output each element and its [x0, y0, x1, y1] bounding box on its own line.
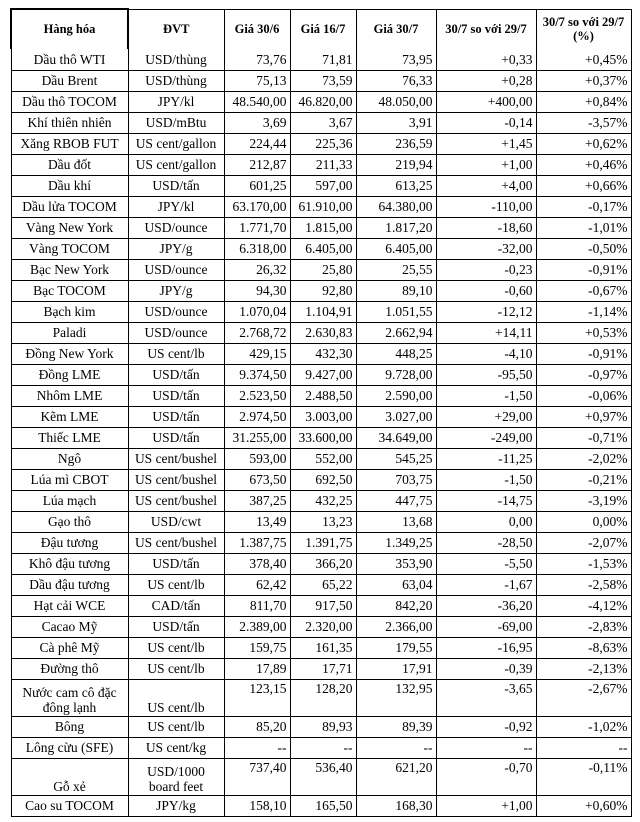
table-row	[11, 679, 631, 716]
unit: US cent/bushel	[128, 490, 224, 511]
change-vs-29-7: -0,70	[436, 758, 536, 795]
change-vs-29-7: -28,50	[436, 532, 536, 553]
change-vs-29-7: +1,45	[436, 133, 536, 154]
price-30-7: 1.817,20	[356, 217, 436, 238]
price-30-7: 17,91	[356, 658, 436, 679]
price-30-7: 448,25	[356, 343, 436, 364]
price-30-7: 73,95	[356, 49, 436, 70]
table-row	[11, 553, 631, 574]
table-row	[11, 385, 631, 406]
price-16-7: 1.391,75	[290, 532, 356, 553]
change-pct-vs-29-7: +0,60%	[536, 795, 631, 816]
price-16-7: 73,59	[290, 70, 356, 91]
col-header-change-vs-29-7	[436, 9, 536, 49]
table-row	[11, 133, 631, 154]
price-16-7: 2.630,83	[290, 322, 356, 343]
price-30-7: 13,68	[356, 511, 436, 532]
price-30-6: 13,49	[224, 511, 290, 532]
unit: JPY/g	[128, 238, 224, 259]
commodity-name: Cao su TOCOM	[11, 795, 128, 816]
unit: USD/cwt	[128, 511, 224, 532]
price-30-6: 123,15	[224, 679, 290, 716]
commodity-name: Dầu lửa TOCOM	[11, 196, 128, 217]
commodity-name: Đồng New York	[11, 343, 128, 364]
change-pct-vs-29-7: -2,67%	[536, 679, 631, 716]
commodity-name: Đậu tương	[11, 532, 128, 553]
unit: JPY/kl	[128, 91, 224, 112]
change-pct-vs-29-7: -1,01%	[536, 217, 631, 238]
price-16-7: 17,71	[290, 658, 356, 679]
change-vs-29-7: +1,00	[436, 154, 536, 175]
unit: JPY/kl	[128, 196, 224, 217]
change-vs-29-7: -12,12	[436, 301, 536, 322]
unit: USD/tấn	[128, 553, 224, 574]
table-row	[11, 795, 631, 816]
price-30-6: 75,13	[224, 70, 290, 91]
commodity-name: Bạch kim	[11, 301, 128, 322]
price-30-6: 593,00	[224, 448, 290, 469]
price-30-7: 34.649,00	[356, 427, 436, 448]
change-vs-29-7: +400,00	[436, 91, 536, 112]
price-16-7: 61.910,00	[290, 196, 356, 217]
commodity-name: Vàng New York	[11, 217, 128, 238]
price-30-6: 85,20	[224, 716, 290, 737]
change-vs-29-7: +1,00	[436, 795, 536, 816]
unit: USD/tấn	[128, 364, 224, 385]
change-pct-vs-29-7: -3,19%	[536, 490, 631, 511]
table-row	[11, 196, 631, 217]
change-pct-vs-29-7: +0,45%	[536, 49, 631, 70]
commodity-name: Nước cam cô đặc đông lạnh	[11, 679, 128, 716]
price-30-7: 168,30	[356, 795, 436, 816]
price-16-7: 1.104,91	[290, 301, 356, 322]
price-30-6: 2.974,50	[224, 406, 290, 427]
change-pct-vs-29-7: -2,07%	[536, 532, 631, 553]
commodity-name: Gỗ xẻ	[11, 758, 128, 795]
price-30-7: 613,25	[356, 175, 436, 196]
price-30-6: 6.318,00	[224, 238, 290, 259]
col-header-commodity: Hàng hóa	[11, 9, 128, 49]
price-16-7: 432,25	[290, 490, 356, 511]
price-30-6: 159,75	[224, 637, 290, 658]
price-16-7: 597,00	[290, 175, 356, 196]
change-vs-29-7: -0,14	[436, 112, 536, 133]
table-body	[11, 49, 631, 816]
change-vs-29-7: +14,11	[436, 322, 536, 343]
table-row	[11, 658, 631, 679]
change-pct-vs-29-7: -1,14%	[536, 301, 631, 322]
price-30-7: 6.405,00	[356, 238, 436, 259]
price-16-7: 6.405,00	[290, 238, 356, 259]
col-header-price-30-6: Giá 30/6	[224, 9, 290, 49]
commodity-name: Ngô	[11, 448, 128, 469]
price-30-7: 48.050,00	[356, 91, 436, 112]
change-pct-vs-29-7: -2,83%	[536, 616, 631, 637]
price-16-7: 3,67	[290, 112, 356, 133]
change-vs-29-7: -0,92	[436, 716, 536, 737]
change-pct-vs-29-7: +0,53%	[536, 322, 631, 343]
change-pct-vs-29-7: +0,62%	[536, 133, 631, 154]
commodity-name: Paladi	[11, 322, 128, 343]
price-30-7: 132,95	[356, 679, 436, 716]
change-vs-29-7: -18,60	[436, 217, 536, 238]
table-row	[11, 70, 631, 91]
table-row	[11, 716, 631, 737]
price-16-7: 225,36	[290, 133, 356, 154]
change-pct-vs-29-7: -0,21%	[536, 469, 631, 490]
col-header-change-pct-vs-29-7	[536, 9, 631, 49]
change-pct-vs-29-7: -4,12%	[536, 595, 631, 616]
price-16-7: 65,22	[290, 574, 356, 595]
change-pct-vs-29-7: -0,71%	[536, 427, 631, 448]
commodity-name: Gạo thô	[11, 511, 128, 532]
commodity-name: Dầu đốt	[11, 154, 128, 175]
price-30-7: 842,20	[356, 595, 436, 616]
header-change-pct-label: 30/7 so với 29/7	[542, 14, 625, 29]
unit: US cent/gallon	[128, 133, 224, 154]
change-vs-29-7: -95,50	[436, 364, 536, 385]
commodity-name: Khô đậu tương	[11, 553, 128, 574]
price-30-7: --	[356, 737, 436, 758]
price-30-7: 703,75	[356, 469, 436, 490]
table-row	[11, 175, 631, 196]
price-30-6: --	[224, 737, 290, 758]
price-30-7: 2.590,00	[356, 385, 436, 406]
unit: USD/tấn	[128, 385, 224, 406]
price-30-7: 76,33	[356, 70, 436, 91]
header-change-label: 30/7 so với 29/7	[445, 22, 527, 37]
unit: US cent/lb	[128, 574, 224, 595]
change-pct-vs-29-7: -0,50%	[536, 238, 631, 259]
change-pct-vs-29-7: -2,02%	[536, 448, 631, 469]
unit: USD/ounce	[128, 217, 224, 238]
unit: US cent/bushel	[128, 532, 224, 553]
price-30-6: 48.540,00	[224, 91, 290, 112]
change-vs-29-7: 0,00	[436, 511, 536, 532]
change-pct-vs-29-7: +0,37%	[536, 70, 631, 91]
unit: USD/tấn	[128, 406, 224, 427]
change-pct-vs-29-7: 0,00%	[536, 511, 631, 532]
price-30-7: 64.380,00	[356, 196, 436, 217]
price-30-7: 545,25	[356, 448, 436, 469]
change-vs-29-7: -0,23	[436, 259, 536, 280]
unit: USD/1000 board feet	[128, 758, 224, 795]
unit: US cent/bushel	[128, 469, 224, 490]
table-header	[11, 9, 631, 49]
commodity-name: Cacao Mỹ	[11, 616, 128, 637]
change-pct-vs-29-7: -0,97%	[536, 364, 631, 385]
unit: US cent/lb	[128, 658, 224, 679]
price-30-6: 158,10	[224, 795, 290, 816]
unit: US cent/kg	[128, 737, 224, 758]
price-30-6: 63.170,00	[224, 196, 290, 217]
commodity-name: Kẽm LME	[11, 406, 128, 427]
price-16-7: 3.003,00	[290, 406, 356, 427]
table-row	[11, 112, 631, 133]
unit: USD/thùng	[128, 49, 224, 70]
price-30-6: 737,40	[224, 758, 290, 795]
unit: USD/ounce	[128, 322, 224, 343]
price-30-7: 89,10	[356, 280, 436, 301]
change-vs-29-7: +29,00	[436, 406, 536, 427]
price-30-6: 94,30	[224, 280, 290, 301]
unit: USD/tấn	[128, 175, 224, 196]
table-row	[11, 406, 631, 427]
change-vs-29-7: -0,39	[436, 658, 536, 679]
col-header-price-30-7: Giá 30/7	[356, 9, 436, 49]
price-30-7: 219,94	[356, 154, 436, 175]
price-30-6: 811,70	[224, 595, 290, 616]
unit: USD/mBtu	[128, 112, 224, 133]
price-16-7: 552,00	[290, 448, 356, 469]
change-pct-vs-29-7: +0,66%	[536, 175, 631, 196]
change-pct-vs-29-7: -3,57%	[536, 112, 631, 133]
price-16-7: 46.820,00	[290, 91, 356, 112]
change-vs-29-7: +0,28	[436, 70, 536, 91]
unit: USD/thùng	[128, 70, 224, 91]
price-30-6: 224,44	[224, 133, 290, 154]
change-pct-vs-29-7: -0,67%	[536, 280, 631, 301]
price-30-7: 447,75	[356, 490, 436, 511]
commodity-name: Dầu thô TOCOM	[11, 91, 128, 112]
unit: USD/tấn	[128, 427, 224, 448]
table-row	[11, 154, 631, 175]
commodity-name: Hạt cải WCE	[11, 595, 128, 616]
commodity-name: Bạc New York	[11, 259, 128, 280]
unit: US cent/lb	[128, 716, 224, 737]
price-30-6: 73,76	[224, 49, 290, 70]
price-30-6: 601,25	[224, 175, 290, 196]
price-16-7: 25,80	[290, 259, 356, 280]
change-vs-29-7: --	[436, 737, 536, 758]
price-16-7: 2.320,00	[290, 616, 356, 637]
price-16-7: 536,40	[290, 758, 356, 795]
price-16-7: 1.815,00	[290, 217, 356, 238]
table-row	[11, 469, 631, 490]
table-row	[11, 490, 631, 511]
price-30-7: 1.051,55	[356, 301, 436, 322]
unit: USD/ounce	[128, 259, 224, 280]
commodity-name: Nhôm LME	[11, 385, 128, 406]
commodity-name: Dầu thô WTI	[11, 49, 128, 70]
price-16-7: 2.488,50	[290, 385, 356, 406]
price-30-6: 17,89	[224, 658, 290, 679]
price-16-7: 161,35	[290, 637, 356, 658]
change-pct-vs-29-7: +0,46%	[536, 154, 631, 175]
commodity-name: Dầu đậu tương	[11, 574, 128, 595]
price-30-6: 378,40	[224, 553, 290, 574]
table-row	[11, 238, 631, 259]
unit: US cent/lb	[128, 343, 224, 364]
change-vs-29-7: +4,00	[436, 175, 536, 196]
change-vs-29-7: -1,50	[436, 469, 536, 490]
header-change-pct-unit: (%)	[573, 29, 594, 44]
change-pct-vs-29-7: +0,97%	[536, 406, 631, 427]
price-16-7: 128,20	[290, 679, 356, 716]
price-16-7: 432,30	[290, 343, 356, 364]
unit: JPY/kg	[128, 795, 224, 816]
change-pct-vs-29-7: -0,17%	[536, 196, 631, 217]
change-pct-vs-29-7: +0,84%	[536, 91, 631, 112]
price-16-7: 89,93	[290, 716, 356, 737]
table-row	[11, 217, 631, 238]
table-row	[11, 616, 631, 637]
change-pct-vs-29-7: -1,02%	[536, 716, 631, 737]
commodity-name: Đồng LME	[11, 364, 128, 385]
table-row	[11, 280, 631, 301]
price-16-7: 165,50	[290, 795, 356, 816]
commodity-name: Dầu khí	[11, 175, 128, 196]
table-row	[11, 427, 631, 448]
change-vs-29-7: -110,00	[436, 196, 536, 217]
change-vs-29-7: -4,10	[436, 343, 536, 364]
table-row	[11, 758, 631, 795]
table-row	[11, 574, 631, 595]
change-pct-vs-29-7: --	[536, 737, 631, 758]
col-header-unit: ĐVT	[128, 9, 224, 49]
table-row	[11, 595, 631, 616]
change-vs-29-7: -3,65	[436, 679, 536, 716]
table-row	[11, 737, 631, 758]
change-vs-29-7: -1,67	[436, 574, 536, 595]
change-pct-vs-29-7: -1,53%	[536, 553, 631, 574]
price-30-6: 3,69	[224, 112, 290, 133]
price-16-7: 33.600,00	[290, 427, 356, 448]
unit: USD/tấn	[128, 616, 224, 637]
unit: US cent/bushel	[128, 448, 224, 469]
commodity-name: Khí thiên nhiên	[11, 112, 128, 133]
change-vs-29-7: -14,75	[436, 490, 536, 511]
table-row	[11, 301, 631, 322]
commodity-price-table	[10, 8, 632, 817]
commodity-name: Bạc TOCOM	[11, 280, 128, 301]
price-30-6: 212,87	[224, 154, 290, 175]
commodity-name: Vàng TOCOM	[11, 238, 128, 259]
change-pct-vs-29-7: -0,91%	[536, 259, 631, 280]
change-vs-29-7: -36,20	[436, 595, 536, 616]
price-30-7: 236,59	[356, 133, 436, 154]
price-30-6: 673,50	[224, 469, 290, 490]
table-row	[11, 322, 631, 343]
unit: CAD/tấn	[128, 595, 224, 616]
unit: JPY/g	[128, 280, 224, 301]
commodity-name: Thiếc LME	[11, 427, 128, 448]
change-vs-29-7: -249,00	[436, 427, 536, 448]
change-pct-vs-29-7: -0,06%	[536, 385, 631, 406]
price-30-6: 2.523,50	[224, 385, 290, 406]
price-16-7: 211,33	[290, 154, 356, 175]
price-16-7: 71,81	[290, 49, 356, 70]
price-16-7: 366,20	[290, 553, 356, 574]
table-row	[11, 91, 631, 112]
change-vs-29-7: -69,00	[436, 616, 536, 637]
price-30-7: 25,55	[356, 259, 436, 280]
commodity-name: Lúa mạch	[11, 490, 128, 511]
price-30-7: 621,20	[356, 758, 436, 795]
price-30-7: 63,04	[356, 574, 436, 595]
price-30-7: 89,39	[356, 716, 436, 737]
change-vs-29-7: -16,95	[436, 637, 536, 658]
price-16-7: 917,50	[290, 595, 356, 616]
price-30-6: 26,32	[224, 259, 290, 280]
price-16-7: --	[290, 737, 356, 758]
price-30-6: 9.374,50	[224, 364, 290, 385]
price-30-6: 2.389,00	[224, 616, 290, 637]
price-30-6: 2.768,72	[224, 322, 290, 343]
price-30-6: 387,25	[224, 490, 290, 511]
change-pct-vs-29-7: -2,13%	[536, 658, 631, 679]
price-30-7: 1.349,25	[356, 532, 436, 553]
price-16-7: 92,80	[290, 280, 356, 301]
price-30-7: 179,55	[356, 637, 436, 658]
commodity-name: Xăng RBOB FUT	[11, 133, 128, 154]
price-30-7: 2.366,00	[356, 616, 436, 637]
change-pct-vs-29-7: -8,63%	[536, 637, 631, 658]
change-pct-vs-29-7: -2,58%	[536, 574, 631, 595]
change-pct-vs-29-7: -0,11%	[536, 758, 631, 795]
price-16-7: 13,23	[290, 511, 356, 532]
table-row	[11, 343, 631, 364]
col-header-price-16-7: Giá 16/7	[290, 9, 356, 49]
price-16-7: 692,50	[290, 469, 356, 490]
price-30-6: 62,42	[224, 574, 290, 595]
change-vs-29-7: -11,25	[436, 448, 536, 469]
change-vs-29-7: +0,33	[436, 49, 536, 70]
price-30-6: 429,15	[224, 343, 290, 364]
price-30-7: 9.728,00	[356, 364, 436, 385]
change-vs-29-7: -1,50	[436, 385, 536, 406]
table-row	[11, 637, 631, 658]
price-30-6: 1.387,75	[224, 532, 290, 553]
header-row	[11, 9, 631, 49]
commodity-name: Đường thô	[11, 658, 128, 679]
unit: US cent/lb	[128, 679, 224, 716]
commodity-name: Bông	[11, 716, 128, 737]
price-30-7: 3,91	[356, 112, 436, 133]
price-30-7: 2.662,94	[356, 322, 436, 343]
price-30-6: 1.070,04	[224, 301, 290, 322]
table-row	[11, 448, 631, 469]
change-vs-29-7: -5,50	[436, 553, 536, 574]
price-30-6: 31.255,00	[224, 427, 290, 448]
commodity-name: Dầu Brent	[11, 70, 128, 91]
unit: US cent/gallon	[128, 154, 224, 175]
commodity-name: Lúa mì CBOT	[11, 469, 128, 490]
table-row	[11, 364, 631, 385]
price-30-7: 3.027,00	[356, 406, 436, 427]
change-vs-29-7: -32,00	[436, 238, 536, 259]
change-pct-vs-29-7: -0,91%	[536, 343, 631, 364]
table-row	[11, 259, 631, 280]
commodity-name: Lông cừu (SFE)	[11, 737, 128, 758]
change-vs-29-7: -0,60	[436, 280, 536, 301]
table-row	[11, 532, 631, 553]
price-30-6: 1.771,70	[224, 217, 290, 238]
price-16-7: 9.427,00	[290, 364, 356, 385]
unit: US cent/lb	[128, 637, 224, 658]
table-row	[11, 511, 631, 532]
price-30-7: 353,90	[356, 553, 436, 574]
table-row	[11, 49, 631, 70]
unit: USD/ounce	[128, 301, 224, 322]
commodity-name: Cà phê Mỹ	[11, 637, 128, 658]
